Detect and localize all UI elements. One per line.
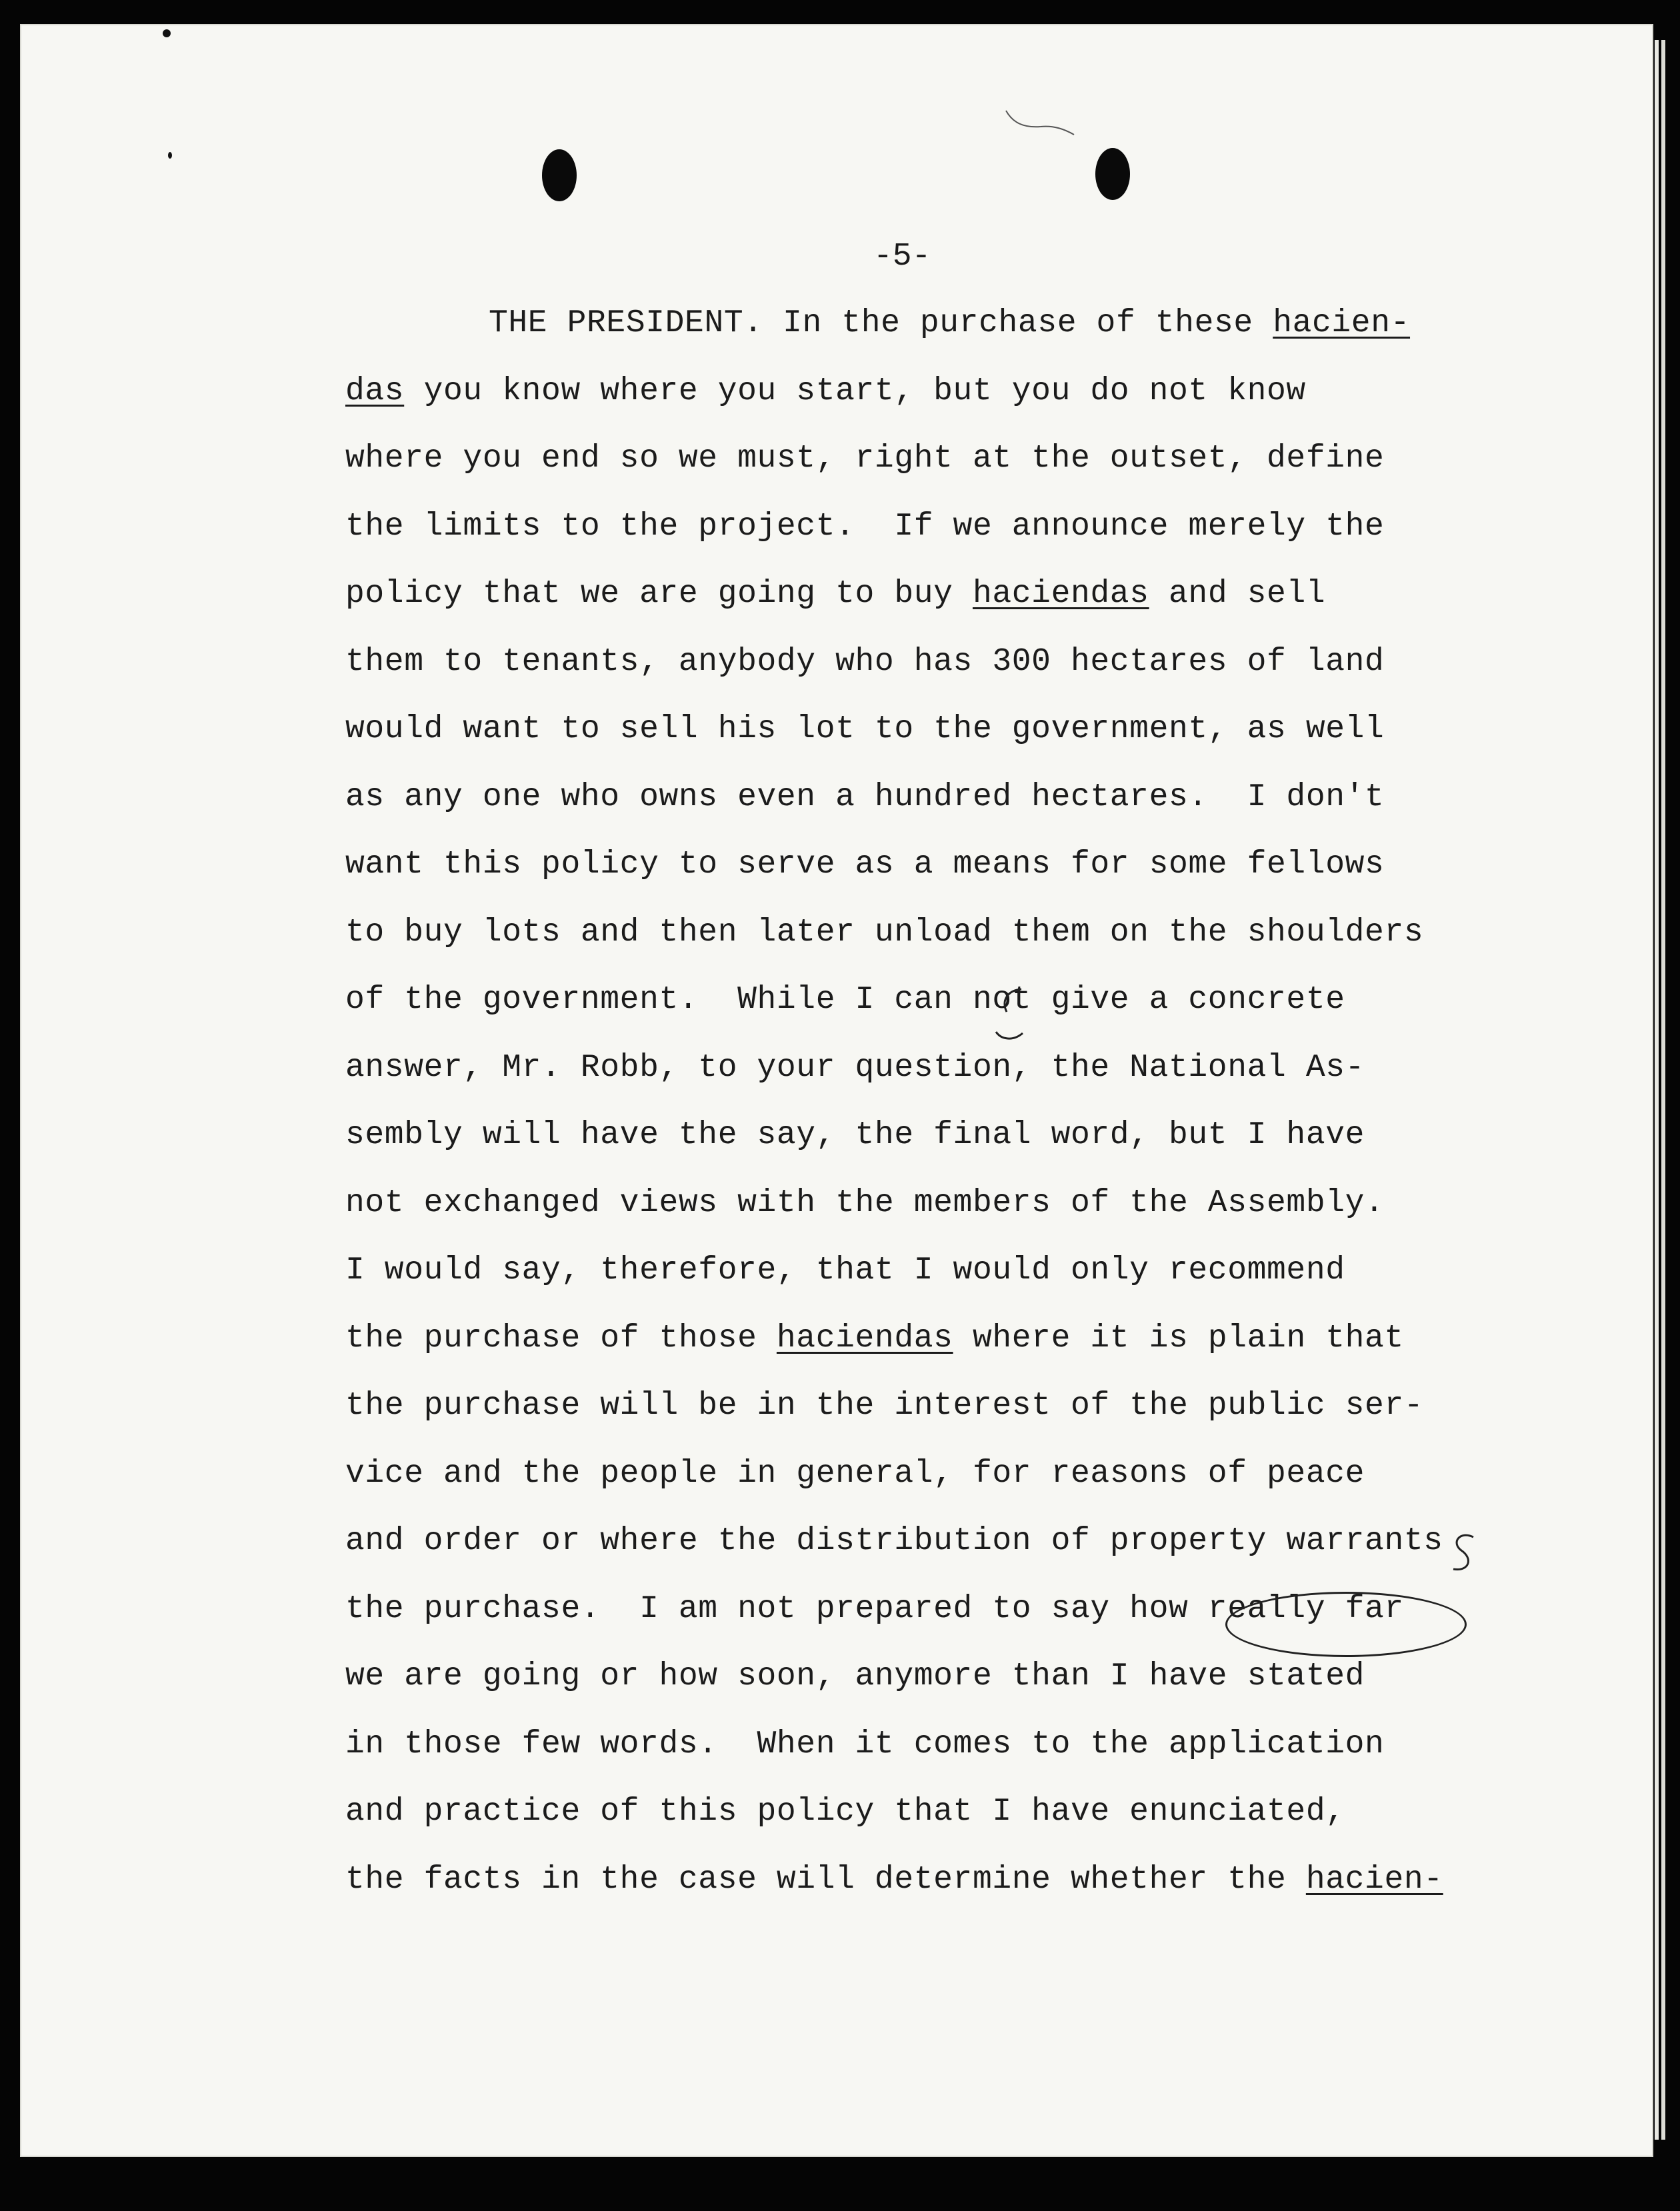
text-segment: and practice of this policy that I have enunciated, (345, 1794, 1345, 1830)
text-line (345, 1517, 1519, 1585)
text-line (345, 1382, 1519, 1450)
text-line (345, 1044, 1519, 1112)
text-segment: the facts in the case will determine whether the (345, 1861, 1306, 1898)
text-line (345, 1652, 1519, 1720)
punch-hole-right (1095, 148, 1130, 200)
underlined-word: haciendas (776, 1320, 953, 1356)
text-line (345, 1179, 1519, 1247)
text-line (345, 570, 1519, 638)
text-segment: would want to sell his lot to the government, as well (345, 711, 1385, 747)
text-segment: the purchase of those (345, 1320, 777, 1356)
text-segment: policy that we are going to buy (345, 576, 973, 612)
text-segment: THE PRESIDENT. In the purchase of these (489, 305, 1273, 341)
text-line (345, 1246, 1519, 1314)
scan-speck (168, 152, 172, 159)
underlined-word: hacien- (1273, 305, 1411, 341)
text-line (345, 1450, 1519, 1518)
text-line (345, 367, 1519, 435)
text-line (345, 841, 1519, 909)
text-line (345, 705, 1519, 773)
underlined-word: hacien- (1305, 1861, 1443, 1898)
text-line (345, 1314, 1519, 1382)
text-segment: where you end so we must, right at the outset, define (345, 441, 1385, 477)
text-line (345, 1856, 1519, 1924)
text-line (345, 638, 1519, 706)
text-segment: where it is plain that (953, 1320, 1404, 1356)
text-segment: and sell (1149, 576, 1326, 612)
punch-hole-left (542, 149, 577, 201)
text-segment: as any one who owns even a hundred hectares. I don't (345, 779, 1385, 815)
transcript-body (345, 299, 1519, 1923)
text-line (345, 773, 1519, 841)
text-segment: and order or where the distribution of property warrants (345, 1523, 1443, 1559)
text-line (345, 435, 1519, 503)
text-line (345, 1585, 1519, 1653)
text-line (345, 503, 1519, 571)
text-segment: the purchase. I am not prepared to say how really far (345, 1590, 1404, 1627)
text-line (345, 1111, 1519, 1179)
text-segment: want this policy to serve as a means for some fellows (345, 847, 1385, 883)
text-line (345, 909, 1519, 977)
underlined-word: das (345, 373, 405, 409)
sheet-edge (1655, 40, 1659, 2140)
text-segment: we are going or how soon, anymore than I have stated (345, 1658, 1365, 1694)
text-line (345, 299, 1519, 367)
text-segment: them to tenants, anybody who has 300 hectares of land (345, 643, 1385, 680)
text-segment: you know where you start, but you do not know (404, 373, 1306, 409)
text-line (345, 1788, 1519, 1856)
text-segment: answer, Mr. Robb, to your question, the National As- (345, 1049, 1365, 1086)
scan-speck (163, 29, 171, 37)
text-line (345, 1720, 1519, 1788)
text-segment: of the government. While I can not give a concrete (345, 982, 1345, 1018)
underlined-word: haciendas (972, 576, 1149, 612)
page-number: -5- (873, 239, 931, 275)
text-segment: to buy lots and then later unload them on the shoulders (345, 914, 1424, 951)
sheet-edge (1661, 40, 1665, 2140)
text-segment: in those few words. When it comes to the application (345, 1726, 1385, 1762)
text-segment: I would say, therefore, that I would only recommend (345, 1252, 1345, 1288)
text-segment: vice and the people in general, for reasons of peace (345, 1455, 1365, 1492)
text-segment: sembly will have the say, the final word, but I have (345, 1117, 1365, 1153)
text-segment: the limits to the project. If we announce merely the (345, 508, 1385, 545)
text-segment: the purchase will be in the interest of the public ser- (345, 1388, 1424, 1424)
text-segment: not exchanged views with the members of the Assembly. (345, 1184, 1385, 1221)
text-line (345, 976, 1519, 1044)
